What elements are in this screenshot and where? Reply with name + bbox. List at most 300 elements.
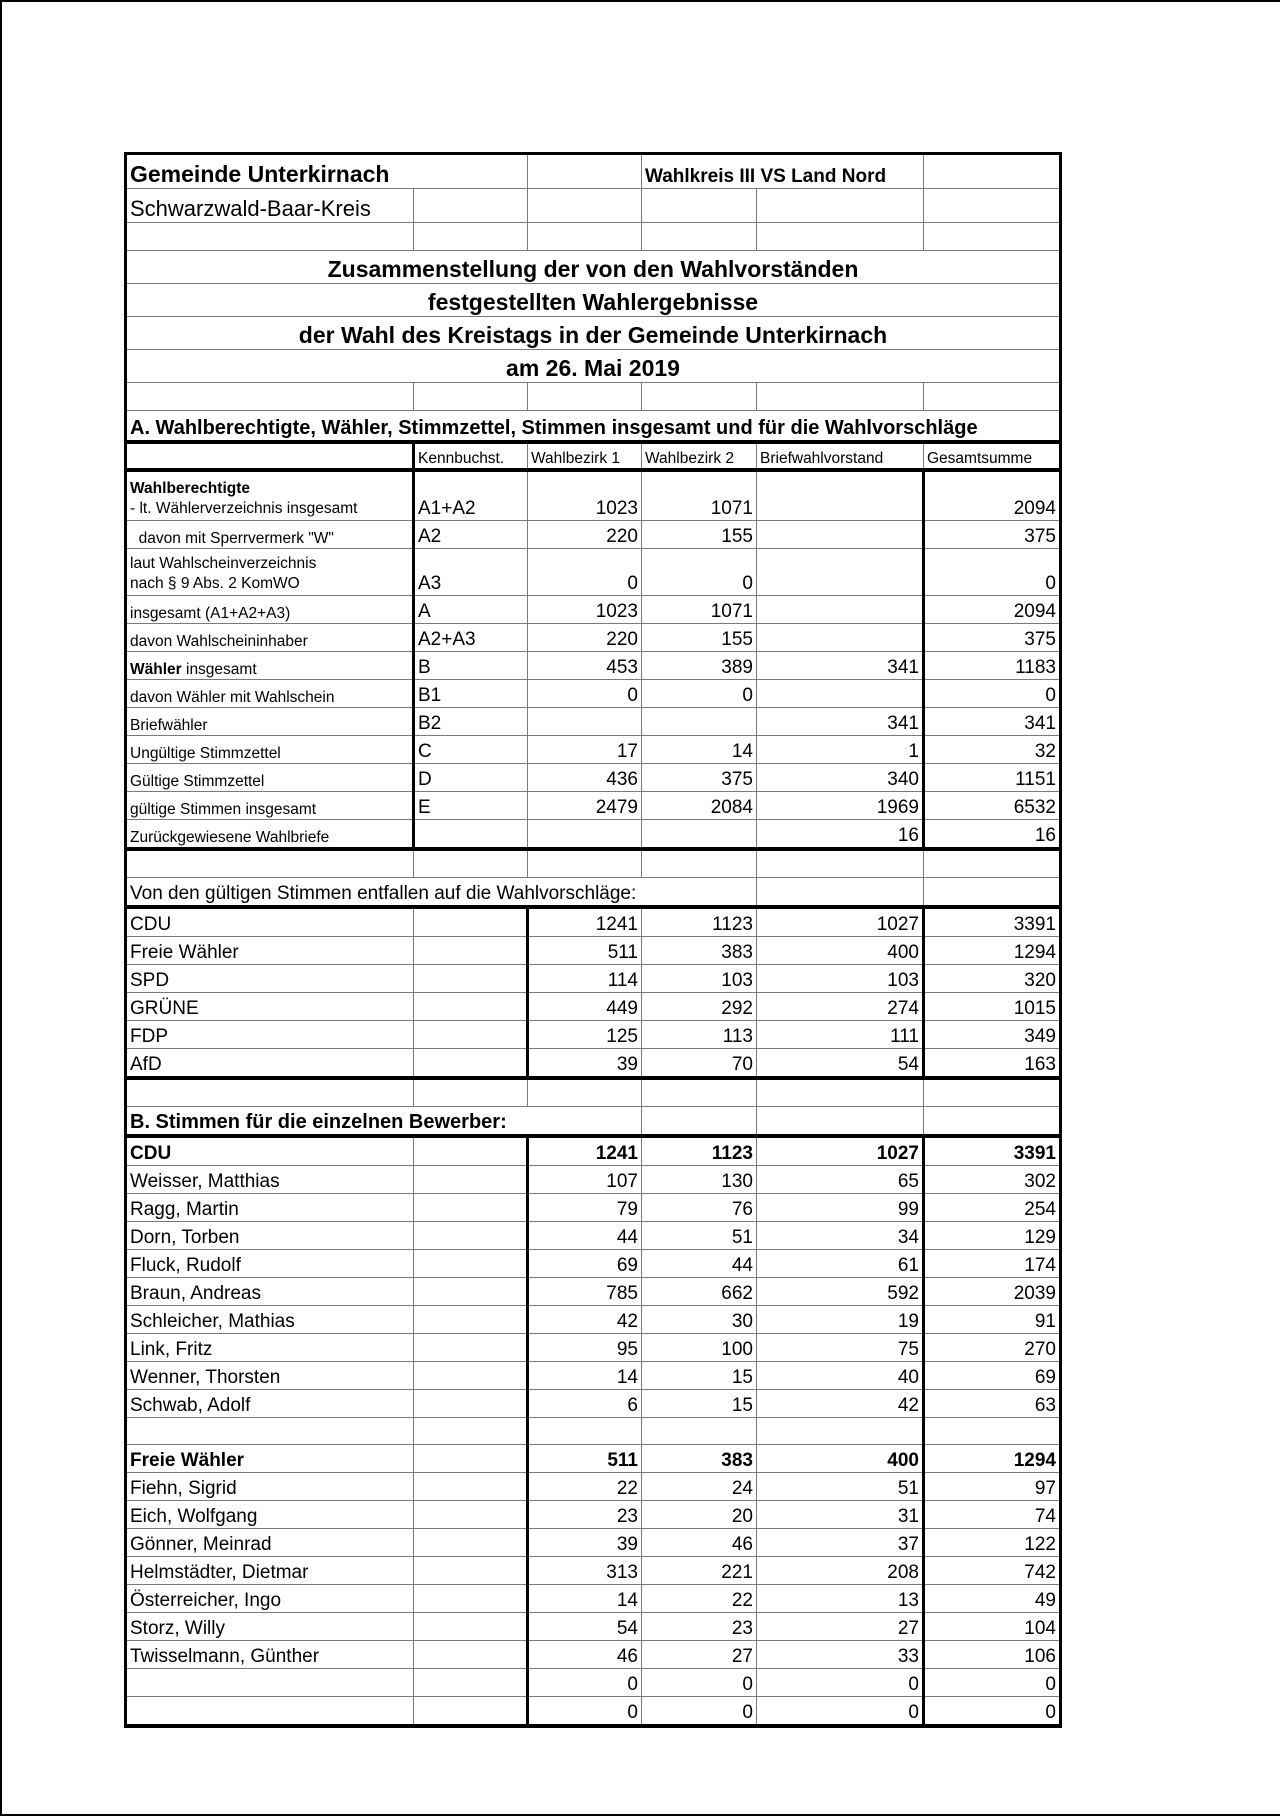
- row-label: insgesamt (A1+A2+A3): [126, 596, 414, 624]
- cell: [414, 1078, 528, 1107]
- party-row: [126, 965, 1061, 993]
- row-label-text: insgesamt: [181, 660, 257, 678]
- district-2-value: 14: [642, 736, 757, 764]
- postal-value: 208: [757, 1557, 924, 1585]
- candidate-name: Schleicher, Mathias: [126, 1306, 414, 1334]
- total-value: 270: [924, 1334, 1061, 1362]
- cell: [414, 849, 528, 878]
- cell: [642, 1107, 757, 1137]
- title-row: [126, 317, 1061, 350]
- postal-value: 340: [757, 764, 924, 792]
- postal-value: 16: [757, 820, 924, 850]
- code-cell: B: [414, 652, 528, 680]
- title-row: [126, 284, 1061, 317]
- parties-heading: Von den gültigen Stimmen entfallen auf die Wahlvorschläge:: [126, 878, 757, 908]
- district-1-value: 79: [528, 1194, 642, 1222]
- total-value: 254: [924, 1194, 1061, 1222]
- column-header-code: Kennbuchst.: [414, 442, 528, 470]
- postal-value: 274: [757, 993, 924, 1021]
- candidate-name: Helmstädter, Dietmar: [126, 1557, 414, 1585]
- postal-value: 34: [757, 1222, 924, 1250]
- cell: [924, 849, 1061, 878]
- postal-value: 103: [757, 965, 924, 993]
- candidate-name: Twisselmann, Günther: [126, 1641, 414, 1669]
- empty-cell: [414, 1585, 528, 1613]
- total-value: 163: [924, 1049, 1061, 1079]
- cell: [757, 878, 924, 908]
- postal-value: 1969: [757, 792, 924, 820]
- district-2-value: 0: [642, 680, 757, 708]
- district-1-value: 14: [528, 1585, 642, 1613]
- total-value: 74: [924, 1501, 1061, 1529]
- spacer-row: [126, 849, 1061, 878]
- voter-stat-row: [126, 652, 1061, 680]
- district-1-value: [528, 820, 642, 850]
- title-row: [126, 350, 1061, 383]
- total-value: 1151: [924, 764, 1061, 792]
- district-1-value: 0: [528, 1669, 642, 1697]
- total-value: 0: [924, 680, 1061, 708]
- candidate-name: Link, Fritz: [126, 1334, 414, 1362]
- district-2-value: 383: [642, 1445, 757, 1473]
- voter-stat-row: [126, 792, 1061, 820]
- candidate-name: Braun, Andreas: [126, 1278, 414, 1306]
- candidate-row: [126, 1306, 1061, 1334]
- empty-cell: [414, 1306, 528, 1334]
- district-1-value: 44: [528, 1222, 642, 1250]
- candidate-row: [126, 1278, 1061, 1306]
- voter-stat-row: [126, 624, 1061, 652]
- total-value: 122: [924, 1529, 1061, 1557]
- district-1-value: 511: [528, 937, 642, 965]
- party-row: [126, 1021, 1061, 1049]
- district-name: Schwarzwald-Baar-Kreis: [126, 189, 414, 223]
- district-1-value: 95: [528, 1334, 642, 1362]
- row-label: [126, 652, 414, 680]
- total-value: 3391: [924, 1136, 1061, 1166]
- row-label: [126, 549, 414, 596]
- empty-cell: [414, 1613, 528, 1641]
- party-row: [126, 993, 1061, 1021]
- postal-value: 0: [757, 1669, 924, 1697]
- spacer-row: [126, 223, 1061, 251]
- total-value: 341: [924, 708, 1061, 736]
- total-value: 375: [924, 624, 1061, 652]
- district-1-value: 0: [528, 549, 642, 596]
- total-value: 1294: [924, 937, 1061, 965]
- candidate-row: [126, 1222, 1061, 1250]
- candidate-name: [126, 1669, 414, 1697]
- total-value: 91: [924, 1306, 1061, 1334]
- empty-cell: [414, 1194, 528, 1222]
- district-2-value: 15: [642, 1390, 757, 1418]
- postal-value: 341: [757, 708, 924, 736]
- voter-stat-row: [126, 680, 1061, 708]
- voter-stat-row: [126, 549, 1061, 596]
- candidate-row: [126, 1529, 1061, 1557]
- spacer-row: [126, 1418, 1061, 1445]
- row-label-text: laut Wahlscheinverzeichnis: [130, 555, 317, 573]
- candidate-row: [126, 1669, 1061, 1697]
- cell: [924, 1078, 1061, 1107]
- total-value: 174: [924, 1250, 1061, 1278]
- district-1-value: 511: [528, 1445, 642, 1473]
- total-value: 104: [924, 1613, 1061, 1641]
- total-value: 97: [924, 1473, 1061, 1501]
- total-value: 49: [924, 1585, 1061, 1613]
- candidate-row: [126, 1585, 1061, 1613]
- party-total-row: [126, 1445, 1061, 1473]
- empty-cell: [414, 1222, 528, 1250]
- candidate-name: Schwab, Adolf: [126, 1390, 414, 1418]
- district-1-value: 220: [528, 624, 642, 652]
- district-2-value: 70: [642, 1049, 757, 1079]
- postal-value: 54: [757, 1049, 924, 1079]
- cell: [126, 1078, 414, 1107]
- total-value: 63: [924, 1390, 1061, 1418]
- candidate-row: [126, 1697, 1061, 1727]
- cell: [757, 1078, 924, 1107]
- postal-value: 400: [757, 937, 924, 965]
- postal-value: 592: [757, 1278, 924, 1306]
- party-total-row: [126, 1136, 1061, 1166]
- total-value: 2094: [924, 470, 1061, 521]
- district-2-value: 100: [642, 1334, 757, 1362]
- district-2-value: 375: [642, 764, 757, 792]
- cell: [757, 849, 924, 878]
- postal-value: [757, 549, 924, 596]
- total-value: 3391: [924, 907, 1061, 937]
- empty-cell: [414, 1445, 528, 1473]
- cell: [642, 1418, 757, 1445]
- candidate-row: [126, 1501, 1061, 1529]
- cell: [924, 878, 1061, 908]
- district-1-value: 125: [528, 1021, 642, 1049]
- party-row: [126, 907, 1061, 937]
- candidate-name: [126, 1697, 414, 1727]
- candidate-name: Fiehn, Sigrid: [126, 1473, 414, 1501]
- district-2-value: 113: [642, 1021, 757, 1049]
- total-value: 106: [924, 1641, 1061, 1669]
- row-label: davon Wahlscheininhaber: [126, 624, 414, 652]
- candidate-row: [126, 1250, 1061, 1278]
- district-1-value: 22: [528, 1473, 642, 1501]
- candidate-row: [126, 1194, 1061, 1222]
- total-value: 375: [924, 521, 1061, 549]
- district-2-value: 20: [642, 1501, 757, 1529]
- postal-value: 51: [757, 1473, 924, 1501]
- municipality-name: Gemeinde Unterkirnach: [126, 154, 528, 189]
- candidate-row: [126, 1557, 1061, 1585]
- district-1-value: 39: [528, 1529, 642, 1557]
- postal-value: 27: [757, 1613, 924, 1641]
- empty-cell: [414, 1501, 528, 1529]
- candidate-name: Wenner, Thorsten: [126, 1362, 414, 1390]
- postal-value: 13: [757, 1585, 924, 1613]
- voter-stat-row: [126, 596, 1061, 624]
- row-label: Gültige Stimmzettel: [126, 764, 414, 792]
- district-2-value: 1071: [642, 596, 757, 624]
- empty-cell: [414, 1278, 528, 1306]
- district-2-value: 103: [642, 965, 757, 993]
- title-row: [126, 251, 1061, 284]
- candidate-name: Österreicher, Ingo: [126, 1585, 414, 1613]
- district-1-value: 54: [528, 1613, 642, 1641]
- district-2-value: 2084: [642, 792, 757, 820]
- cell: [126, 1418, 414, 1445]
- party-row: [126, 1049, 1061, 1079]
- district-1-value: 1241: [528, 1136, 642, 1166]
- code-cell: B1: [414, 680, 528, 708]
- district-2-value: 0: [642, 1669, 757, 1697]
- district-1-value: 42: [528, 1306, 642, 1334]
- candidate-name: Dorn, Torben: [126, 1222, 414, 1250]
- party-name: GRÜNE: [126, 993, 414, 1021]
- cell: [924, 1418, 1061, 1445]
- postal-value: [757, 521, 924, 549]
- total-value: 129: [924, 1222, 1061, 1250]
- code-cell: [414, 820, 528, 850]
- election-results-sheet: [124, 152, 1059, 1728]
- postal-value: 65: [757, 1166, 924, 1194]
- candidate-row: [126, 1334, 1061, 1362]
- party-name: AfD: [126, 1049, 414, 1079]
- postal-value: 111: [757, 1021, 924, 1049]
- spacer-row: [126, 1078, 1061, 1107]
- district-1-value: 453: [528, 652, 642, 680]
- candidate-row: [126, 1166, 1061, 1194]
- district-1-value: 313: [528, 1557, 642, 1585]
- empty-cell: [414, 1641, 528, 1669]
- district-1-value: 6: [528, 1390, 642, 1418]
- district-2-value: 130: [642, 1166, 757, 1194]
- column-header-label: [126, 442, 414, 470]
- row-label: Ungültige Stimmzettel: [126, 736, 414, 764]
- postal-value: 37: [757, 1529, 924, 1557]
- postal-value: 0: [757, 1697, 924, 1727]
- candidate-name: Eich, Wolfgang: [126, 1501, 414, 1529]
- district-1-value: 2479: [528, 792, 642, 820]
- code-cell: A2: [414, 521, 528, 549]
- code-cell: E: [414, 792, 528, 820]
- empty-cell: [414, 1669, 528, 1697]
- row-label: gültige Stimmen insgesamt: [126, 792, 414, 820]
- total-value: 349: [924, 1021, 1061, 1049]
- district-1-value: 1241: [528, 907, 642, 937]
- party-name: CDU: [126, 1136, 414, 1166]
- total-value: 69: [924, 1362, 1061, 1390]
- empty-cell: [414, 1473, 528, 1501]
- district-2-value: 24: [642, 1473, 757, 1501]
- postal-value: [757, 680, 924, 708]
- cell: [757, 1107, 924, 1137]
- district-1-value: 436: [528, 764, 642, 792]
- total-value: 0: [924, 1697, 1061, 1727]
- document-title-line-2: festgestellten Wahlergebnisse: [126, 284, 1061, 317]
- total-value: 1015: [924, 993, 1061, 1021]
- row-label-bold: Wähler: [130, 660, 182, 678]
- district-1-value: 785: [528, 1278, 642, 1306]
- total-value: 32: [924, 736, 1061, 764]
- total-value: 0: [924, 549, 1061, 596]
- total-value: 1183: [924, 652, 1061, 680]
- district-2-value: 221: [642, 1557, 757, 1585]
- postal-value: 61: [757, 1250, 924, 1278]
- district-2-value: 0: [642, 549, 757, 596]
- code-cell: B2: [414, 708, 528, 736]
- district-2-value: 30: [642, 1306, 757, 1334]
- district-2-value: 76: [642, 1194, 757, 1222]
- postal-value: 33: [757, 1641, 924, 1669]
- header-row-1: [126, 154, 1061, 189]
- total-value: 0: [924, 1669, 1061, 1697]
- candidate-name: Storz, Willy: [126, 1613, 414, 1641]
- voter-stat-row: [126, 764, 1061, 792]
- postal-value: 1027: [757, 907, 924, 937]
- postal-value: [757, 624, 924, 652]
- candidate-name: Gönner, Meinrad: [126, 1529, 414, 1557]
- row-label: [126, 470, 414, 521]
- district-1-value: 0: [528, 680, 642, 708]
- district-1-value: 46: [528, 1641, 642, 1669]
- cell: [757, 1418, 924, 1445]
- postal-value: 341: [757, 652, 924, 680]
- postal-value: 1: [757, 736, 924, 764]
- empty-cell: [414, 965, 528, 993]
- postal-value: 1027: [757, 1136, 924, 1166]
- district-1-value: 0: [528, 1697, 642, 1727]
- voter-stat-row: [126, 708, 1061, 736]
- district-1-value: [528, 708, 642, 736]
- district-2-value: 27: [642, 1641, 757, 1669]
- empty-cell: [414, 1136, 528, 1166]
- row-label: Briefwähler: [126, 708, 414, 736]
- candidate-row: [126, 1641, 1061, 1669]
- district-2-value: 22: [642, 1585, 757, 1613]
- district-2-value: 0: [642, 1697, 757, 1727]
- postal-value: 75: [757, 1334, 924, 1362]
- voter-stat-row: [126, 470, 1061, 521]
- column-header-district-1: Wahlbezirk 1: [528, 442, 642, 470]
- row-label-text-2: nach § 9 Abs. 2 KomWO: [130, 574, 300, 592]
- district-2-value: 23: [642, 1613, 757, 1641]
- empty-cell: [414, 1697, 528, 1727]
- district-2-value: 51: [642, 1222, 757, 1250]
- empty-cell: [414, 1166, 528, 1194]
- candidate-row: [126, 1390, 1061, 1418]
- district-2-value: 46: [642, 1529, 757, 1557]
- district-1-value: 17: [528, 736, 642, 764]
- code-cell: A1+A2: [414, 470, 528, 521]
- results-table: [124, 152, 1062, 1728]
- total-value: 1294: [924, 1445, 1061, 1473]
- postal-value: 40: [757, 1362, 924, 1390]
- code-cell: C: [414, 736, 528, 764]
- postal-value: 400: [757, 1445, 924, 1473]
- row-label-text: - lt. Wählerverzeichnis insgesamt: [130, 499, 358, 517]
- postal-value: 42: [757, 1390, 924, 1418]
- empty-cell: [414, 1557, 528, 1585]
- code-cell: A2+A3: [414, 624, 528, 652]
- district-1-value: 114: [528, 965, 642, 993]
- candidate-name: Fluck, Rudolf: [126, 1250, 414, 1278]
- total-value: 302: [924, 1166, 1061, 1194]
- district-1-value: 1023: [528, 596, 642, 624]
- total-value: 2039: [924, 1278, 1061, 1306]
- district-2-value: 383: [642, 937, 757, 965]
- district-1-value: 449: [528, 993, 642, 1021]
- empty-cell: [414, 907, 528, 937]
- voter-stat-row: [126, 820, 1061, 850]
- constituency-name: Wahlkreis III VS Land Nord: [642, 154, 924, 189]
- district-1-value: 39: [528, 1049, 642, 1079]
- district-2-value: 662: [642, 1278, 757, 1306]
- total-value: 320: [924, 965, 1061, 993]
- cell: [528, 1078, 642, 1107]
- party-name: Freie Wähler: [126, 937, 414, 965]
- district-2-value: 155: [642, 624, 757, 652]
- column-header-row: [126, 442, 1061, 470]
- code-cell: D: [414, 764, 528, 792]
- postal-value: 19: [757, 1306, 924, 1334]
- district-2-value: 1123: [642, 907, 757, 937]
- empty-cell: [414, 1362, 528, 1390]
- group-label: Wahlberechtigte: [130, 480, 250, 498]
- cell: [126, 849, 414, 878]
- empty-cell: [414, 993, 528, 1021]
- district-1-value: 220: [528, 521, 642, 549]
- parties-heading-row: [126, 878, 1061, 908]
- total-value: 6532: [924, 792, 1061, 820]
- code-cell: A: [414, 596, 528, 624]
- row-label: davon Wähler mit Wahlschein: [126, 680, 414, 708]
- section-b-heading: B. Stimmen für die einzelnen Bewerber:: [126, 1107, 642, 1137]
- cell: [642, 1078, 757, 1107]
- document-title-line-3: der Wahl des Kreistags in der Gemeinde Unterkirnach: [126, 317, 1061, 350]
- district-2-value: [642, 820, 757, 850]
- district-2-value: 1071: [642, 470, 757, 521]
- party-name: FDP: [126, 1021, 414, 1049]
- column-header-total: Gesamtsumme: [924, 442, 1061, 470]
- cell: [924, 1107, 1061, 1137]
- total-value: 2094: [924, 596, 1061, 624]
- section-b-heading-row: [126, 1107, 1061, 1137]
- postal-value: 31: [757, 1501, 924, 1529]
- party-name: SPD: [126, 965, 414, 993]
- district-2-value: 44: [642, 1250, 757, 1278]
- code-cell: A3: [414, 549, 528, 596]
- row-label: Zurückgewiesene Wahlbriefe: [126, 820, 414, 850]
- document-title-line-1: Zusammenstellung der von den Wahlvorständen: [126, 251, 1061, 284]
- postal-value: [757, 470, 924, 521]
- empty-cell: [414, 1049, 528, 1079]
- candidate-name: Weisser, Matthias: [126, 1166, 414, 1194]
- district-1-value: 1023: [528, 470, 642, 521]
- total-value: 742: [924, 1557, 1061, 1585]
- voter-stat-row: [126, 736, 1061, 764]
- cell: [528, 849, 642, 878]
- voter-stat-row: [126, 521, 1061, 549]
- district-1-value: 107: [528, 1166, 642, 1194]
- section-a-heading: A. Wahlberechtigte, Wähler, Stimmzettel, Stimmen insgesamt und für die Wahlvorschläge: [126, 411, 1061, 443]
- candidate-row: [126, 1362, 1061, 1390]
- district-2-value: 15: [642, 1362, 757, 1390]
- section-a-heading-row: [126, 411, 1061, 443]
- total-value: 16: [924, 820, 1061, 850]
- column-header-postal: Briefwahlvorstand: [757, 442, 924, 470]
- empty-cell: [414, 937, 528, 965]
- column-header-district-2: Wahlbezirk 2: [642, 442, 757, 470]
